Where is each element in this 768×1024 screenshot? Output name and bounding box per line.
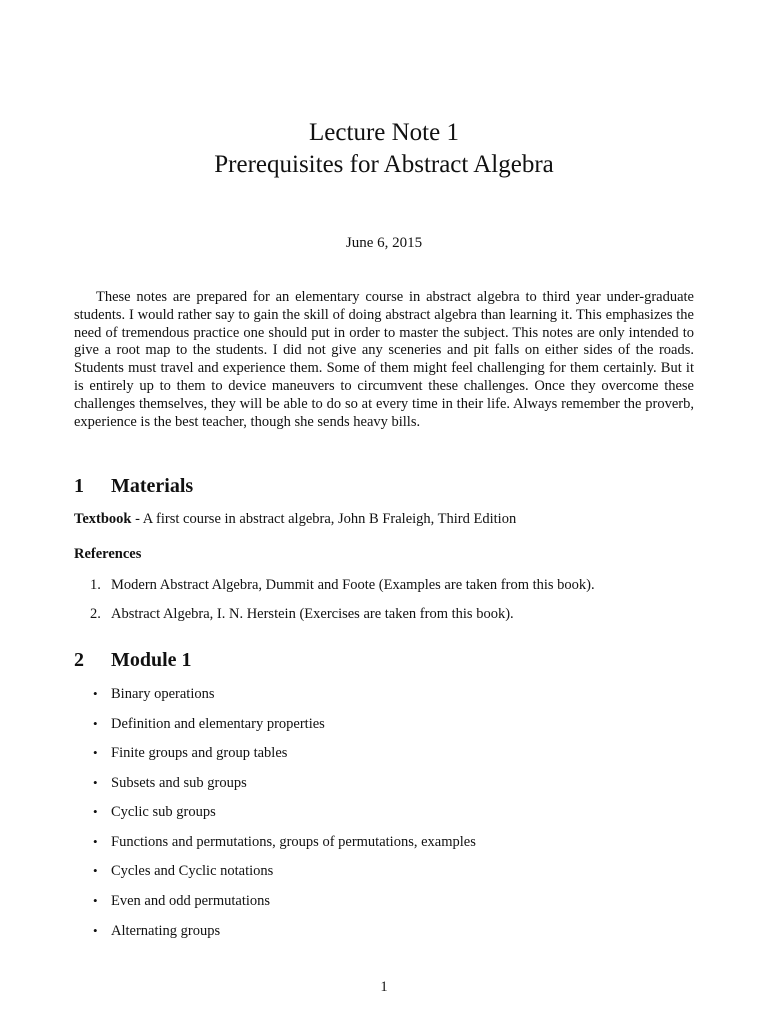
reference-text: Modern Abstract Algebra, Dummit and Foote (Examples are taken from this book). [111, 577, 595, 593]
title-line-1: Lecture Note 1 [309, 119, 459, 146]
list-item-text: Alternating groups [111, 923, 221, 939]
textbook-text: - A first course in abstract algebra, John B Fraleigh, Third Edition [131, 511, 517, 527]
section-number: 2 [74, 649, 84, 671]
list-item [93, 832, 476, 852]
list-item-text: Finite groups and group tables [111, 745, 288, 761]
abstract-paragraph: These notes are prepared for an elementary course in abstract algebra to third year under-graduate students. I would rather say to gain the skill of doing abstract algebra than learning it. This emphasizes the need of tremendous practice one should put in order to master the subject. This notes are only intended to give a root map to the students. I did not give any sceneries and pit falls on either sides of the roads. Students must travel and experience them. Some of them might feel challenging for them certainly. But it is entirely up to them to device maneuvers to circumvent these challenges. Once they overcome these challenges themselves, they will be able to do so at every time in their life. Always remember the proverb, experience is the best teacher, though she sends heavy bills. [74, 289, 694, 430]
list-item-text: Binary operations [111, 686, 215, 702]
list-item-text: Subsets and sub groups [111, 775, 247, 791]
bullet-icon: • [93, 716, 98, 731]
list-item [93, 891, 270, 911]
references-heading: References [74, 546, 142, 562]
list-item [93, 743, 287, 763]
list-item-text: Even and odd permutations [111, 893, 271, 909]
list-item-text: Definition and elementary properties [111, 716, 325, 732]
bullet-icon: • [93, 804, 98, 819]
reference-text: Abstract Algebra, I. N. Herstein (Exercises are taken from this book). [111, 606, 514, 622]
bullet-icon: • [93, 834, 98, 849]
textbook-label: Textbook [74, 511, 132, 527]
title-line-2: Prerequisites for Abstract Algebra [214, 151, 554, 178]
section-heading-materials [74, 473, 193, 499]
bullet-icon: • [93, 863, 98, 878]
bullet-icon: • [93, 893, 98, 908]
section-heading-module-1 [74, 647, 192, 673]
list-item [93, 714, 325, 734]
textbook-line [74, 509, 516, 529]
list-item-text: Cyclic sub groups [111, 804, 216, 820]
list-item [93, 684, 215, 704]
bullet-icon: • [93, 775, 98, 790]
reference-number: 1. [90, 577, 101, 593]
date: June 6, 2015 [345, 235, 423, 251]
list-item [93, 802, 216, 822]
list-item-text: Cycles and Cyclic notations [111, 863, 274, 879]
reference-item [90, 575, 595, 595]
reference-item [90, 604, 514, 624]
bullet-icon: • [93, 686, 98, 701]
reference-number: 2. [90, 606, 101, 622]
section-title: Materials [111, 475, 194, 497]
bullet-icon: • [93, 745, 98, 760]
section-title: Module 1 [111, 649, 192, 671]
list-item-text: Functions and permutations, groups of permutations, examples [111, 834, 476, 850]
list-item [93, 773, 247, 793]
list-item [93, 861, 273, 881]
bullet-icon: • [93, 923, 98, 938]
section-number: 1 [74, 475, 84, 497]
page-number: 1 [380, 979, 388, 995]
list-item [93, 921, 220, 941]
